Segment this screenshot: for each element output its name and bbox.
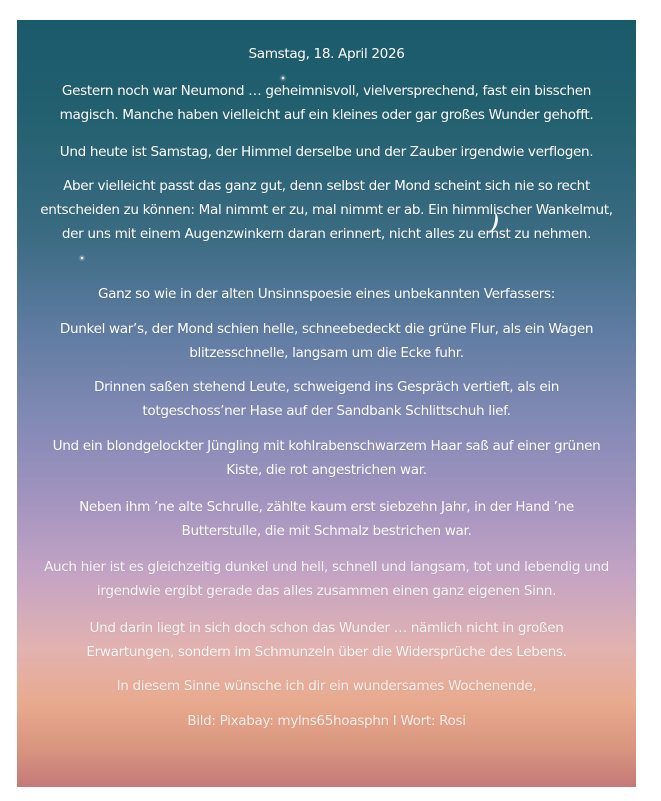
paragraph: Und heute ist Samstag, der Himmel derselbe und der Zauber irgendwie verflogen. xyxy=(59,144,594,160)
paragraph-closing: In diesem Sinne wünsche ich dir ein wundersames Wochenende, xyxy=(116,678,537,694)
paragraph: Neben ihm ’ne alte Schrulle, zählte kaum erst siebzehn Jahr, in der Hand ’ne Butterstulle, die mit Schmalz bestrichen war. xyxy=(79,499,574,539)
paragraph: Gestern noch war Neumond … geheimnisvoll, vielversprechend, fast ein bisschen magisch. Manche haben vielleicht auf ein kleines oder gar großes Wunder gehofft. xyxy=(59,83,594,123)
star-icon xyxy=(81,257,83,259)
paragraph: Dunkel war’s, der Mond schien helle, schneebedeckt die grüne Flur, als ein Wagen blitzesschnelle, langsam um die Ecke fuhr. xyxy=(59,321,594,361)
paragraph: Und ein blondgelockter Jüngling mit kohlrabenschwarzem Haar saß auf einer grünen Kiste, die rot angestrichen war. xyxy=(52,438,601,478)
post-date: Samstag, 18. April 2026 xyxy=(248,46,405,62)
paragraph: Aber vielleicht passt das ganz gut, denn selbst der Mond scheint sich nie so recht entscheiden zu können: Mal nimmt er zu, mal nimmt er ab. Ein himmlischer Wankelmut, der uns mit einem Augenzwinkern daran erinnert, nicht alles zu ernst zu nehmen. xyxy=(40,178,613,242)
paragraph: Auch hier ist es gleichzeitig dunkel und hell, schnell und langsam, tot und lebendig und irgendwie ergibt gerade das alles zusammen einen ganz eigenen Sinn. xyxy=(44,559,609,599)
image-credit: Bild: Pixabay: mylns65hoasphn I Wort: Rosi xyxy=(187,713,466,729)
paragraph: Ganz so wie in der alten Unsinnspoesie eines unbekannten Verfassers: xyxy=(97,286,556,302)
greeting-image-card xyxy=(17,20,636,787)
paragraph: Drinnen saßen stehend Leute, schweigend ins Gespräch vertieft, als ein totgeschoss’ner Hase auf der Sandbank Schlittschuh lief. xyxy=(93,379,560,419)
paragraph: Und darin liegt in sich doch schon das Wunder … nämlich nicht in großen Erwartungen, sondern im Schmunzeln über die Widersprüche des Lebens. xyxy=(86,620,567,660)
